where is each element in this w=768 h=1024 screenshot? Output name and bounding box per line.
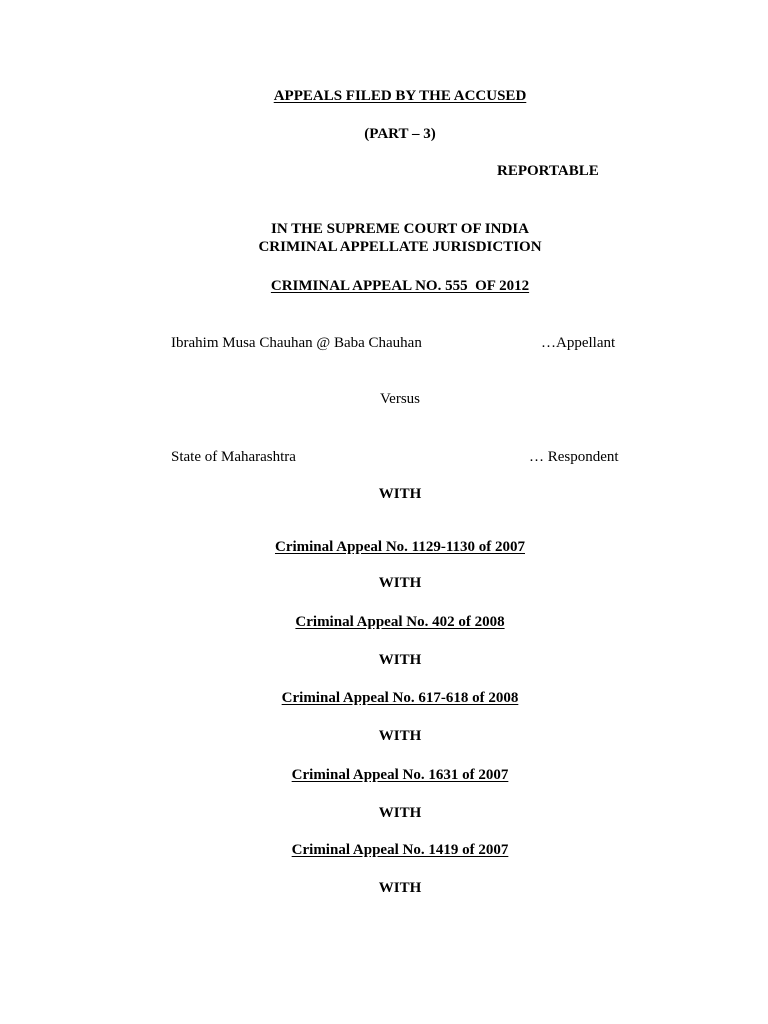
- jurisdiction: CRIMINAL APPELLATE JURISDICTION: [258, 239, 542, 255]
- connected-appeal: Criminal Appeal No. 1129-1130 of 2007: [274, 539, 525, 555]
- with-label: WITH: [378, 486, 422, 502]
- with-label: WITH: [378, 805, 422, 821]
- part-label: (PART – 3): [364, 126, 436, 142]
- with-label: WITH: [378, 880, 422, 896]
- respondent-name: State of Maharashtra: [171, 449, 296, 465]
- reportable-label: REPORTABLE: [497, 163, 599, 179]
- with-label: WITH: [378, 652, 422, 668]
- document-title: APPEALS FILED BY THE ACCUSED: [273, 88, 527, 104]
- connected-appeal: Criminal Appeal No. 402 of 2008: [295, 614, 505, 630]
- appellant-role: …Appellant: [541, 335, 616, 351]
- appellant-name: Ibrahim Musa Chauhan @ Baba Chauhan: [171, 335, 422, 351]
- connected-appeal: Criminal Appeal No. 1419 of 2007: [291, 842, 509, 858]
- versus-label: Versus: [380, 391, 420, 407]
- respondent-role: … Respondent: [529, 449, 619, 465]
- case-number: CRIMINAL APPEAL NO. 555 OF 2012: [270, 278, 530, 294]
- court-name: IN THE SUPREME COURT OF INDIA: [271, 221, 529, 237]
- with-label: WITH: [378, 575, 422, 591]
- connected-appeal: Criminal Appeal No. 1631 of 2007: [291, 767, 509, 783]
- with-label: WITH: [378, 728, 422, 744]
- connected-appeal: Criminal Appeal No. 617-618 of 2008: [281, 690, 519, 706]
